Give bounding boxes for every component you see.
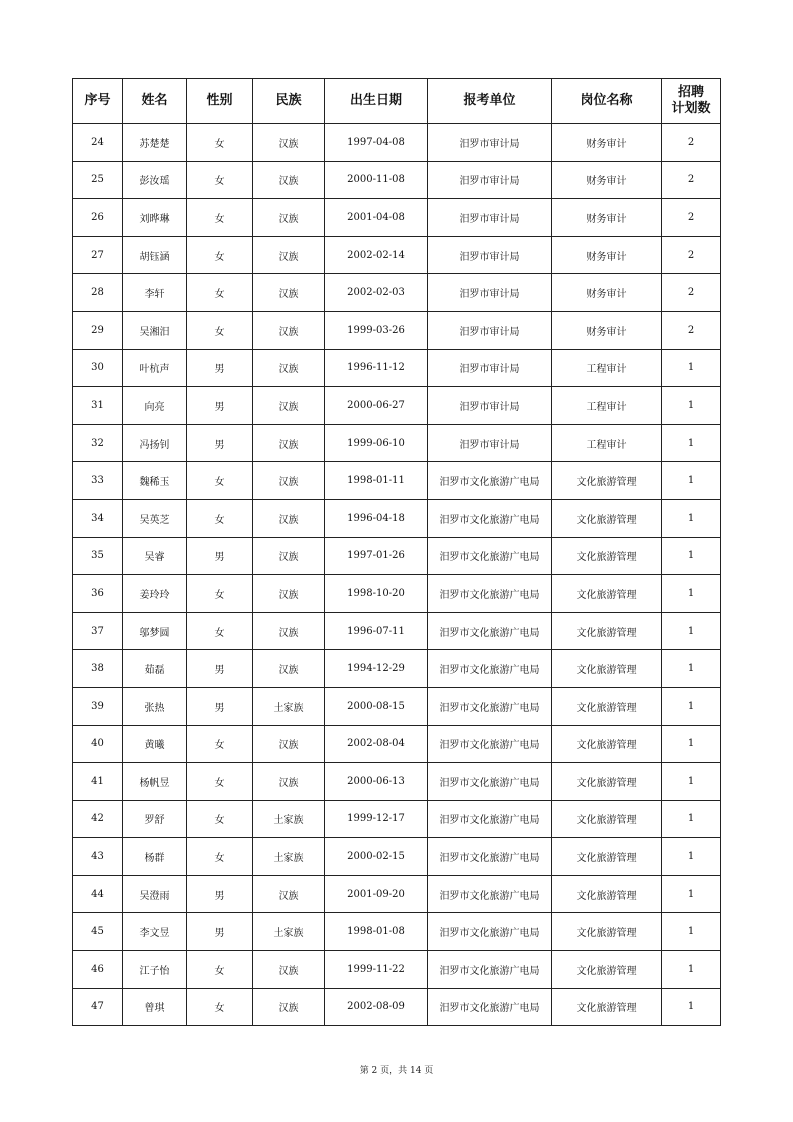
cell-ethnicity: 汉族 [253, 199, 325, 237]
table-row [73, 236, 721, 274]
cell-birthdate: 1998-10-20 [325, 575, 428, 613]
cell-plan: 2 [662, 274, 721, 312]
table-row [73, 612, 721, 650]
cell-birthdate: 1996-11-12 [325, 349, 428, 387]
cell-gender: 女 [187, 124, 253, 162]
cell-gender: 女 [187, 612, 253, 650]
cell-birthdate: 1997-04-08 [325, 124, 428, 162]
cell-plan: 2 [662, 124, 721, 162]
cell-birthdate: 1998-01-11 [325, 462, 428, 500]
cell-position: 文化旅游管理 [552, 988, 662, 1026]
cell-position: 文化旅游管理 [552, 462, 662, 500]
cell-birthdate: 1994-12-29 [325, 650, 428, 688]
table-row [73, 537, 721, 575]
header-birthdate: 出生日期 [325, 79, 428, 124]
table-row [73, 499, 721, 537]
cell-gender: 女 [187, 161, 253, 199]
cell-gender: 女 [187, 575, 253, 613]
cell-position: 文化旅游管理 [552, 951, 662, 989]
cell-index: 41 [73, 763, 123, 801]
cell-index: 35 [73, 537, 123, 575]
cell-position: 文化旅游管理 [552, 687, 662, 725]
cell-unit: 汨罗市文化旅游广电局 [428, 951, 552, 989]
cell-name: 吴湘汨 [123, 311, 187, 349]
header-plan-line1: 招聘 [677, 85, 704, 100]
cell-gender: 女 [187, 838, 253, 876]
cell-gender: 女 [187, 236, 253, 274]
cell-plan: 1 [662, 650, 721, 688]
cell-unit: 汨罗市文化旅游广电局 [428, 838, 552, 876]
cell-gender: 女 [187, 499, 253, 537]
cell-position: 文化旅游管理 [552, 875, 662, 913]
cell-position: 文化旅游管理 [552, 800, 662, 838]
cell-birthdate: 1996-04-18 [325, 499, 428, 537]
cell-plan: 1 [662, 575, 721, 613]
cell-ethnicity: 汉族 [253, 161, 325, 199]
cell-birthdate: 2000-02-15 [325, 838, 428, 876]
cell-plan: 1 [662, 988, 721, 1026]
header-position: 岗位名称 [552, 79, 662, 124]
cell-birthdate: 1999-11-22 [325, 951, 428, 989]
header-row [73, 79, 721, 124]
cell-name: 杨帆昱 [123, 763, 187, 801]
cell-plan: 1 [662, 913, 721, 951]
cell-position: 文化旅游管理 [552, 499, 662, 537]
cell-name: 刘晔琳 [123, 199, 187, 237]
cell-ethnicity: 汉族 [253, 875, 325, 913]
cell-plan: 1 [662, 875, 721, 913]
cell-birthdate: 1998-01-08 [325, 913, 428, 951]
cell-name: 罗舒 [123, 800, 187, 838]
cell-name: 吴睿 [123, 537, 187, 575]
cell-ethnicity: 汉族 [253, 349, 325, 387]
cell-position: 文化旅游管理 [552, 763, 662, 801]
cell-plan: 2 [662, 311, 721, 349]
cell-index: 38 [73, 650, 123, 688]
cell-plan: 1 [662, 951, 721, 989]
cell-birthdate: 2002-02-03 [325, 274, 428, 312]
cell-name: 姜玲玲 [123, 575, 187, 613]
table-row [73, 349, 721, 387]
cell-plan: 1 [662, 349, 721, 387]
cell-ethnicity: 汉族 [253, 575, 325, 613]
cell-ethnicity: 汉族 [253, 763, 325, 801]
cell-index: 37 [73, 612, 123, 650]
cell-birthdate: 1997-01-26 [325, 537, 428, 575]
page-number: 第 2 页，共 14 页 [359, 1066, 434, 1076]
table-row [73, 800, 721, 838]
cell-position: 工程审计 [552, 349, 662, 387]
cell-plan: 1 [662, 499, 721, 537]
cell-birthdate: 2000-06-27 [325, 387, 428, 425]
cell-ethnicity: 汉族 [253, 462, 325, 500]
cell-gender: 男 [187, 650, 253, 688]
header-gender: 性别 [187, 79, 253, 124]
cell-name: 杨群 [123, 838, 187, 876]
cell-unit: 汨罗市文化旅游广电局 [428, 537, 552, 575]
cell-plan: 2 [662, 236, 721, 274]
cell-ethnicity: 汉族 [253, 236, 325, 274]
cell-gender: 女 [187, 725, 253, 763]
cell-birthdate: 1999-06-10 [325, 424, 428, 462]
cell-ethnicity: 汉族 [253, 988, 325, 1026]
cell-index: 28 [73, 274, 123, 312]
cell-name: 吴澄雨 [123, 875, 187, 913]
table-row [73, 763, 721, 801]
cell-ethnicity: 汉族 [253, 537, 325, 575]
cell-unit: 汨罗市审计局 [428, 236, 552, 274]
cell-position: 文化旅游管理 [552, 537, 662, 575]
cell-index: 46 [73, 951, 123, 989]
cell-ethnicity: 汉族 [253, 499, 325, 537]
cell-name: 李文昱 [123, 913, 187, 951]
cell-name: 魏稀玉 [123, 462, 187, 500]
cell-position: 财务审计 [552, 236, 662, 274]
header-name: 姓名 [123, 79, 187, 124]
table-row [73, 462, 721, 500]
cell-birthdate: 2000-06-13 [325, 763, 428, 801]
cell-name: 叶杭声 [123, 349, 187, 387]
cell-gender: 女 [187, 988, 253, 1026]
cell-unit: 汨罗市文化旅游广电局 [428, 988, 552, 1026]
cell-name: 胡钰涵 [123, 236, 187, 274]
cell-name: 李轩 [123, 274, 187, 312]
cell-birthdate: 2002-08-09 [325, 988, 428, 1026]
cell-position: 财务审计 [552, 274, 662, 312]
cell-index: 24 [73, 124, 123, 162]
cell-unit: 汨罗市文化旅游广电局 [428, 499, 552, 537]
cell-index: 34 [73, 499, 123, 537]
table-row [73, 687, 721, 725]
cell-index: 45 [73, 913, 123, 951]
cell-index: 31 [73, 387, 123, 425]
cell-name: 向亮 [123, 387, 187, 425]
cell-name: 邬梦圆 [123, 612, 187, 650]
header-plan [662, 79, 721, 124]
cell-name: 黄曦 [123, 725, 187, 763]
cell-birthdate: 2002-08-04 [325, 725, 428, 763]
cell-unit: 汨罗市审计局 [428, 274, 552, 312]
cell-birthdate: 1999-03-26 [325, 311, 428, 349]
cell-gender: 女 [187, 951, 253, 989]
cell-gender: 男 [187, 387, 253, 425]
cell-index: 36 [73, 575, 123, 613]
cell-birthdate: 2000-08-15 [325, 687, 428, 725]
cell-gender: 女 [187, 800, 253, 838]
cell-unit: 汨罗市文化旅游广电局 [428, 913, 552, 951]
cell-gender: 男 [187, 875, 253, 913]
cell-birthdate: 1999-12-17 [325, 800, 428, 838]
cell-unit: 汨罗市审计局 [428, 161, 552, 199]
cell-birthdate: 1996-07-11 [325, 612, 428, 650]
table-row [73, 988, 721, 1026]
cell-index: 47 [73, 988, 123, 1026]
cell-plan: 2 [662, 161, 721, 199]
table-row [73, 875, 721, 913]
cell-index: 42 [73, 800, 123, 838]
cell-ethnicity: 汉族 [253, 725, 325, 763]
table-row [73, 424, 721, 462]
cell-ethnicity: 汉族 [253, 387, 325, 425]
cell-index: 25 [73, 161, 123, 199]
cell-unit: 汨罗市文化旅游广电局 [428, 763, 552, 801]
cell-gender: 女 [187, 274, 253, 312]
header-plan-line2: 计划数 [671, 101, 711, 116]
cell-position: 财务审计 [552, 311, 662, 349]
cell-plan: 1 [662, 763, 721, 801]
cell-gender: 男 [187, 349, 253, 387]
cell-unit: 汨罗市文化旅游广电局 [428, 800, 552, 838]
cell-plan: 1 [662, 838, 721, 876]
table-row [73, 575, 721, 613]
cell-position: 文化旅游管理 [552, 612, 662, 650]
table-body [73, 124, 721, 1026]
cell-ethnicity: 汉族 [253, 124, 325, 162]
table-row [73, 311, 721, 349]
cell-position: 文化旅游管理 [552, 913, 662, 951]
cell-plan: 1 [662, 537, 721, 575]
cell-index: 27 [73, 236, 123, 274]
cell-index: 29 [73, 311, 123, 349]
cell-ethnicity: 汉族 [253, 424, 325, 462]
cell-ethnicity: 土家族 [253, 838, 325, 876]
cell-gender: 男 [187, 537, 253, 575]
cell-name: 苏楚楚 [123, 124, 187, 162]
cell-gender: 男 [187, 424, 253, 462]
cell-unit: 汨罗市审计局 [428, 199, 552, 237]
table-row [73, 650, 721, 688]
cell-position: 工程审计 [552, 424, 662, 462]
cell-position: 财务审计 [552, 124, 662, 162]
cell-unit: 汨罗市文化旅游广电局 [428, 650, 552, 688]
cell-plan: 1 [662, 725, 721, 763]
cell-unit: 汨罗市审计局 [428, 387, 552, 425]
table-row [73, 124, 721, 162]
cell-position: 工程审计 [552, 387, 662, 425]
cell-unit: 汨罗市文化旅游广电局 [428, 612, 552, 650]
cell-index: 33 [73, 462, 123, 500]
cell-gender: 女 [187, 199, 253, 237]
cell-name: 江子怡 [123, 951, 187, 989]
cell-ethnicity: 土家族 [253, 800, 325, 838]
cell-index: 26 [73, 199, 123, 237]
cell-ethnicity: 汉族 [253, 311, 325, 349]
cell-position: 文化旅游管理 [552, 575, 662, 613]
cell-name: 张热 [123, 687, 187, 725]
cell-gender: 男 [187, 913, 253, 951]
cell-plan: 1 [662, 462, 721, 500]
cell-unit: 汨罗市审计局 [428, 124, 552, 162]
cell-plan: 1 [662, 687, 721, 725]
table-row [73, 838, 721, 876]
cell-gender: 女 [187, 462, 253, 500]
candidate-table [72, 78, 721, 1026]
cell-ethnicity: 汉族 [253, 274, 325, 312]
cell-unit: 汨罗市文化旅游广电局 [428, 575, 552, 613]
cell-index: 43 [73, 838, 123, 876]
cell-gender: 女 [187, 311, 253, 349]
cell-birthdate: 2002-02-14 [325, 236, 428, 274]
cell-ethnicity: 土家族 [253, 913, 325, 951]
cell-position: 文化旅游管理 [552, 650, 662, 688]
cell-ethnicity: 土家族 [253, 687, 325, 725]
cell-gender: 男 [187, 687, 253, 725]
cell-unit: 汨罗市审计局 [428, 311, 552, 349]
cell-position: 财务审计 [552, 199, 662, 237]
cell-name: 冯扬钊 [123, 424, 187, 462]
cell-plan: 2 [662, 199, 721, 237]
cell-ethnicity: 汉族 [253, 612, 325, 650]
cell-name: 彭汝瑶 [123, 161, 187, 199]
table-row [73, 199, 721, 237]
table-row [73, 161, 721, 199]
cell-unit: 汨罗市文化旅游广电局 [428, 462, 552, 500]
table-header [73, 79, 721, 124]
table-row [73, 274, 721, 312]
table-row [73, 725, 721, 763]
cell-index: 40 [73, 725, 123, 763]
cell-plan: 1 [662, 612, 721, 650]
table-row [73, 913, 721, 951]
cell-ethnicity: 汉族 [253, 650, 325, 688]
cell-plan: 1 [662, 424, 721, 462]
cell-unit: 汨罗市文化旅游广电局 [428, 875, 552, 913]
cell-birthdate: 2000-11-08 [325, 161, 428, 199]
cell-index: 30 [73, 349, 123, 387]
cell-index: 32 [73, 424, 123, 462]
cell-position: 财务审计 [552, 161, 662, 199]
cell-birthdate: 2001-09-20 [325, 875, 428, 913]
cell-unit: 汨罗市文化旅游广电局 [428, 725, 552, 763]
cell-plan: 1 [662, 800, 721, 838]
cell-name: 吴英芝 [123, 499, 187, 537]
table-row [73, 387, 721, 425]
cell-position: 文化旅游管理 [552, 725, 662, 763]
cell-unit: 汨罗市审计局 [428, 424, 552, 462]
cell-position: 文化旅游管理 [552, 838, 662, 876]
table-row [73, 951, 721, 989]
cell-index: 44 [73, 875, 123, 913]
cell-index: 39 [73, 687, 123, 725]
cell-gender: 女 [187, 763, 253, 801]
cell-plan: 1 [662, 387, 721, 425]
header-ethnicity: 民族 [253, 79, 325, 124]
cell-name: 曾琪 [123, 988, 187, 1026]
cell-name: 茹磊 [123, 650, 187, 688]
header-unit: 报考单位 [428, 79, 552, 124]
header-index: 序号 [73, 79, 123, 124]
cell-ethnicity: 汉族 [253, 951, 325, 989]
cell-unit: 汨罗市审计局 [428, 349, 552, 387]
cell-unit: 汨罗市文化旅游广电局 [428, 687, 552, 725]
cell-birthdate: 2001-04-08 [325, 199, 428, 237]
